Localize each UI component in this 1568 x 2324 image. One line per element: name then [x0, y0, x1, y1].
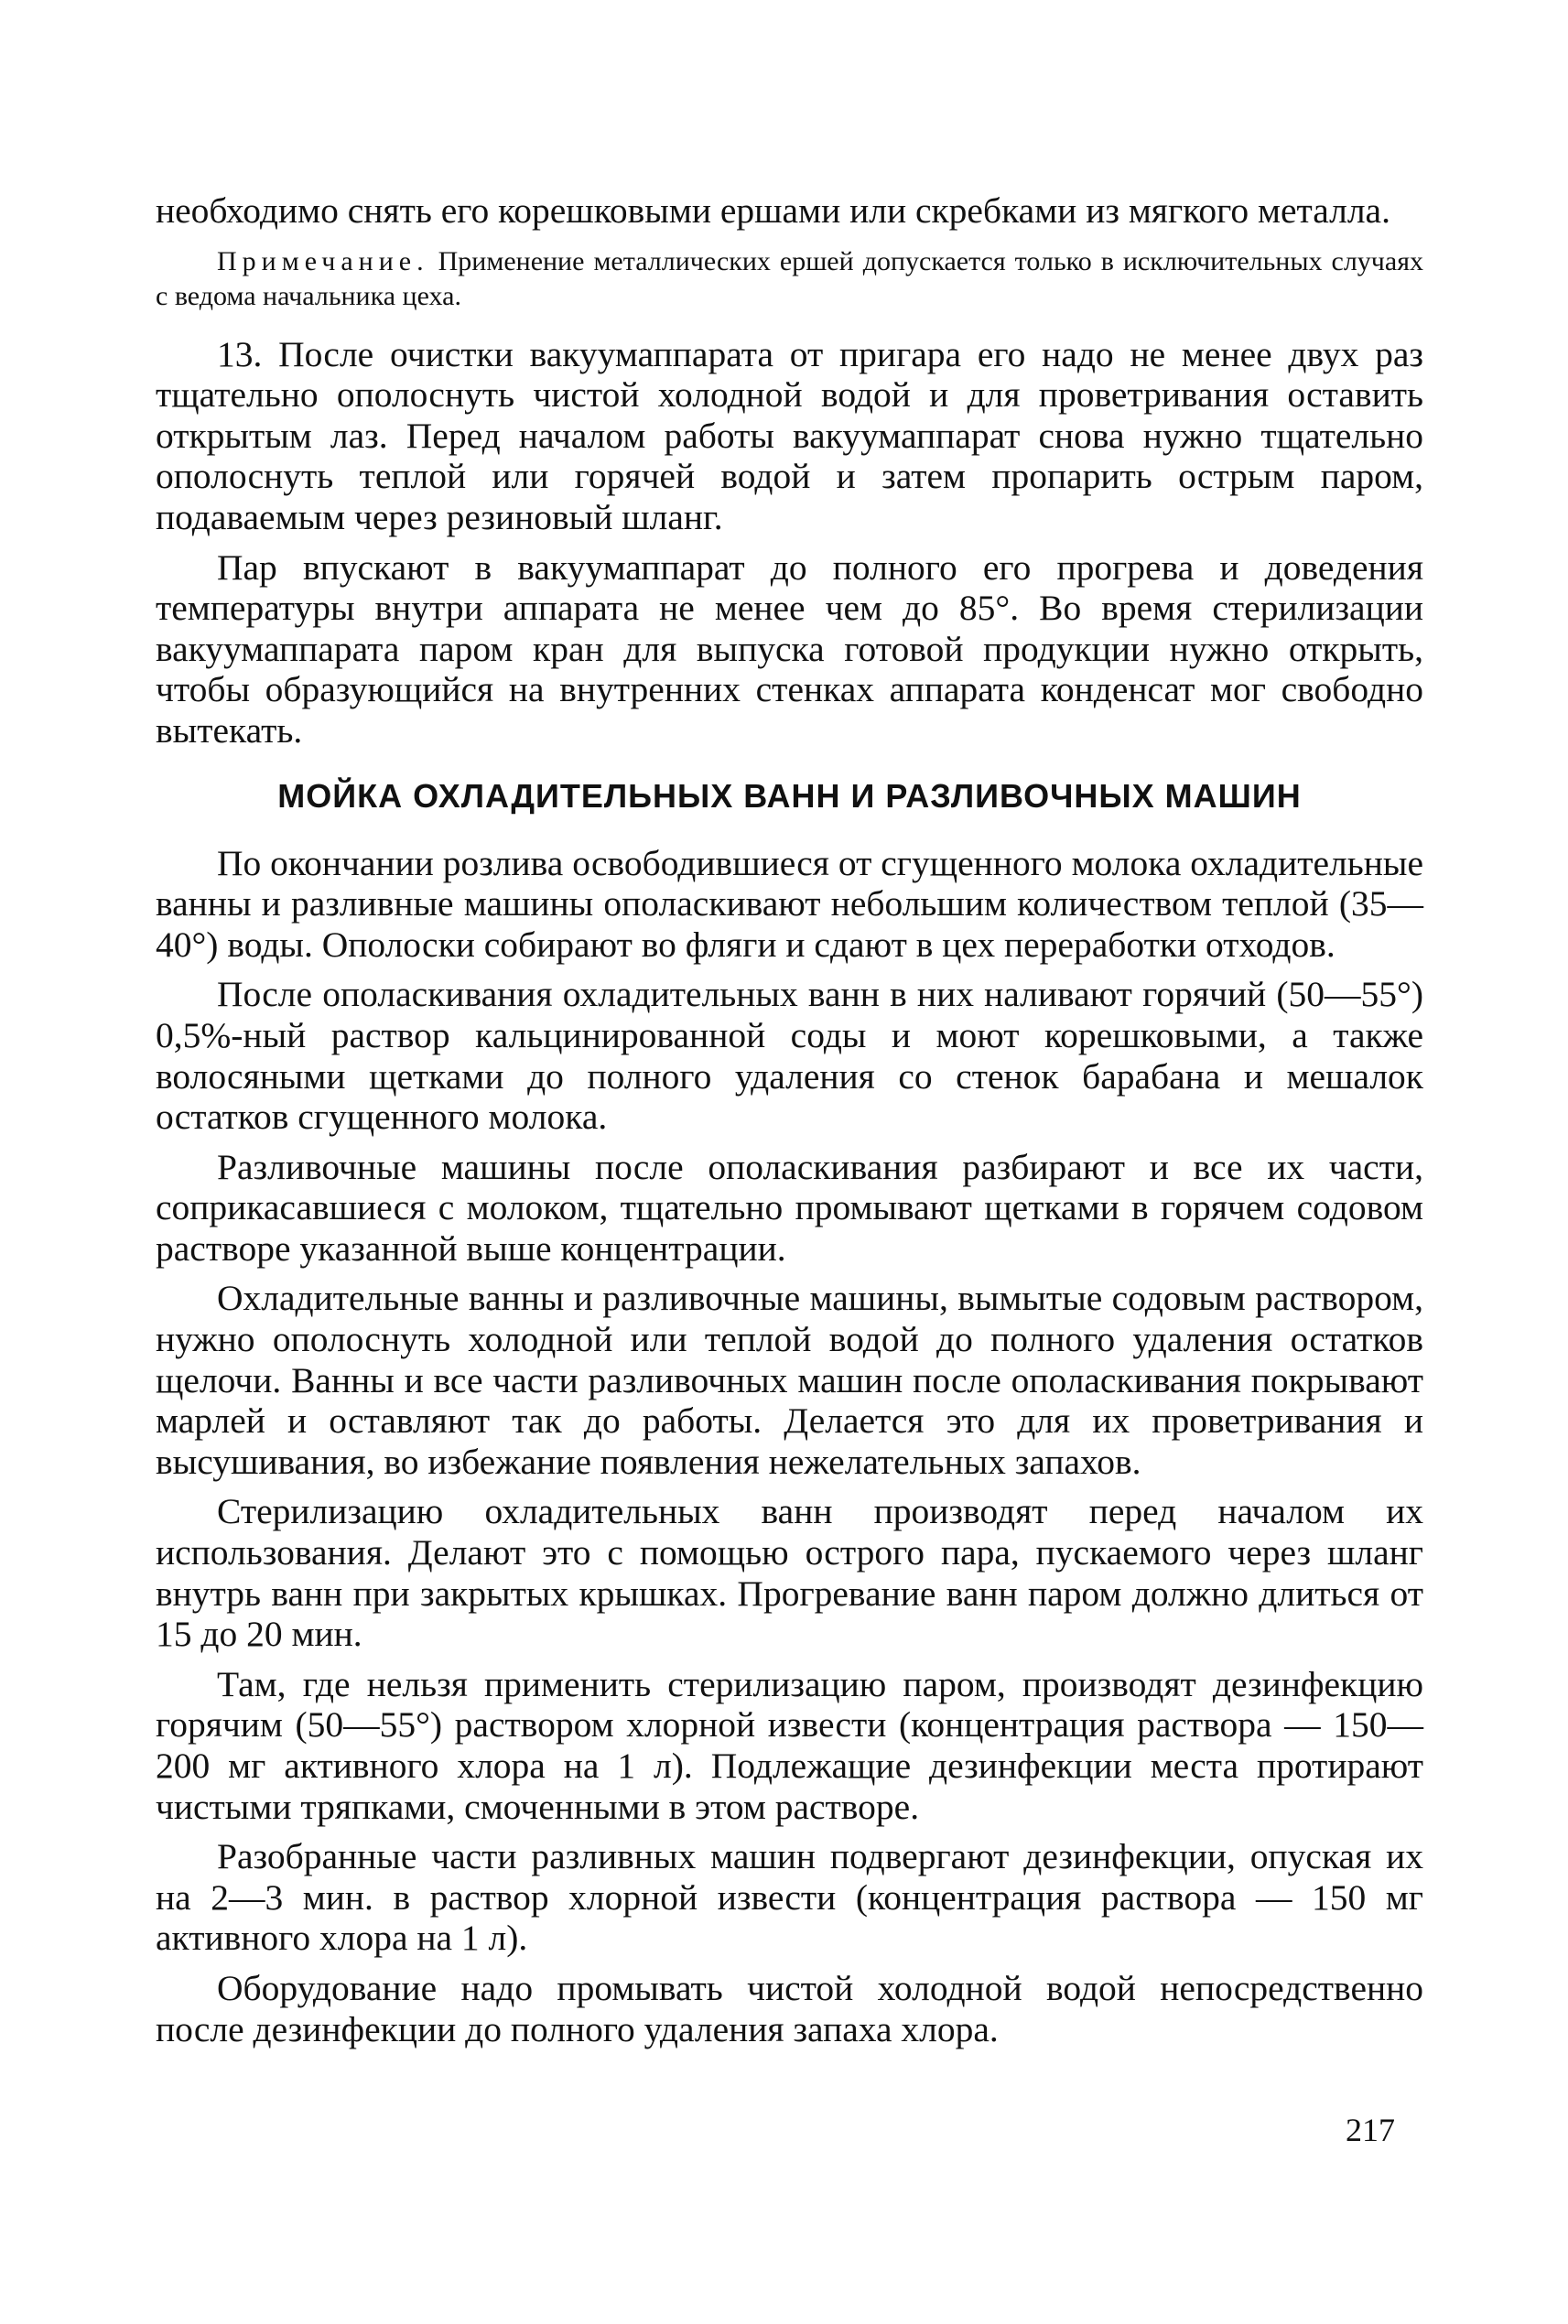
paragraph-cover: Охладительные ванны и разливочные машины, вымытые содовым раствором, нужно ополоснуть холодной или теплой водой до полного удаления остатков щелочи. Ванны и все части разливочных машин после ополаскивания покрывают марлей и оставляют так до работы. Делается это для их проветривания и высушивания, во избежание появления нежелательных запахов.	[156, 1278, 1423, 1482]
note-text: Применение металлических ершей допускается только в исключительных случаях с ведома начальника цеха.	[156, 245, 1423, 311]
footnote-remark	[156, 244, 1423, 314]
paragraph-13: 13. После очистки вакуумаппарата от пригара его надо не менее двух раз тщательно ополоснуть чистой холодной водой и для проветривания оставить открытым лаз. Перед началом работы вакуумаппарат снова нужно тщательно ополоснуть теплой или горячей водой и затем пропарить острым паром, подаваемым через резиновый шланг.	[156, 333, 1423, 537]
section-heading: МОЙКА ОХЛАДИТЕЛЬНЫХ ВАНН И РАЗЛИВОЧНЫХ МАШИН	[277, 776, 1302, 815]
page-number: 217	[1346, 2112, 1395, 2148]
paragraph-parts: Разобранные части разливных машин подвергают дезинфекции, опуская их на 2—3 мин. в раствор хлорной извести (концентрация раствора — 150 мг активного хлора на 1 л).	[156, 1836, 1423, 1959]
page-body	[156, 190, 1423, 2049]
paragraph-rinse: По окончании розлива освободившиеся от сгущенного молока охладительные ванны и разливные машины ополаскивают небольшим количеством теплой (35—40°) воды. Ополоски собирают во фляги и сдают в цех переработки отходов.	[156, 842, 1423, 965]
paragraph-sterilization: Стерилизацию охладительных ванн производят перед началом их использования. Делают это с помощью острого пара, пускаемого через шланг внутрь ванн при закрытых крышках. Прогревание ванн паром должно длиться от 15 до 20 мин.	[156, 1491, 1423, 1655]
paragraph-steam: Пар впускают в вакуумаппарат до полного его прогрева и доведения температуры внутри аппарата не менее чем до 85°. Во время стерилизации вакуумаппарата паром кран для выпуска готовой продукции нужно открыть, чтобы образующийся на внутренних стенках аппарата конденсат мог свободно вытекать.	[156, 546, 1423, 751]
paragraph-machines: Разливочные машины после ополаскивания разбирают и все их части, соприкасавшиеся с молоком, тщательно промывают щетками в горячем содовом растворе указанной выше концентрации.	[156, 1146, 1423, 1269]
paragraph-soda-wash: После ополаскивания охладительных ванн в них наливают горячий (50—55°) 0,5%-ный раствор кальцинированной соды и моют корешковыми, а также волосяными щетками до полного удаления со стенок барабана и мешалок остатков сгущенного молока.	[156, 974, 1423, 1138]
paragraph-disinfection: Там, где нельзя применить стерилизацию паром, производят дезинфекцию горячим (50—55°) раствором хлорной извести (концентрация раствора — 150—200 мг активного хлора на 1 л). Подлежащие дезинфекции места протирают чистыми тряпками, смоченными в этом растворе.	[156, 1663, 1423, 1827]
paragraph-continuation: необходимо снять его корешковыми ершами или скребками из мягкого металла.	[156, 190, 1390, 231]
note-label: Примечание.	[217, 245, 429, 276]
paragraph-final-rinse: Оборудование надо промывать чистой холодной водой непосредственно после дезинфекции до полного удаления запаха хлора.	[156, 1967, 1423, 2049]
